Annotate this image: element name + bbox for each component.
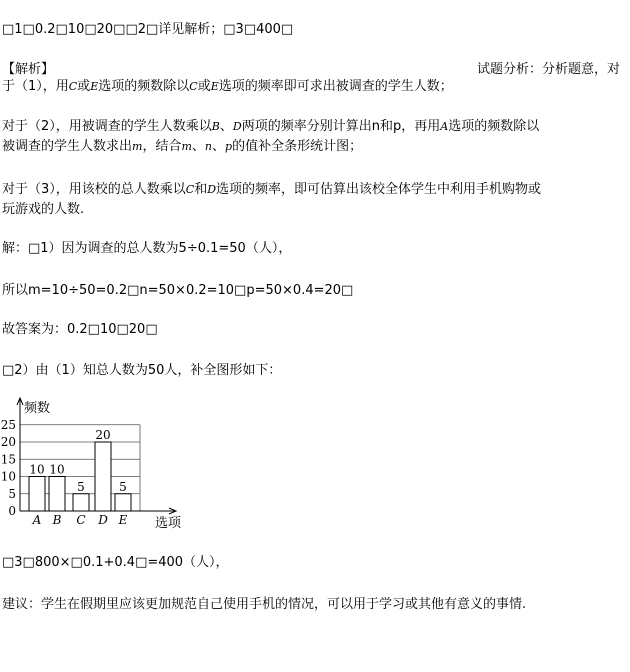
analysis-part2-line1	[2, 119, 539, 135]
text-run: 对于（3），用该校的总人数乘以	[2, 182, 186, 197]
bar	[115, 494, 131, 511]
text-run: 选项的频数除以	[98, 79, 190, 94]
y-tick-label: 0	[8, 504, 16, 518]
text-run: C	[185, 183, 195, 196]
suggestion: 建议：学生在假期里应该更加规范自己使用手机的情况，可以用于学习或其他有意义的事情.	[2, 597, 527, 612]
x-tick-label: C	[76, 513, 86, 527]
text-run: ，再用	[401, 119, 441, 134]
text-run: 、	[191, 139, 205, 154]
x-tick-label: A	[32, 513, 42, 527]
text-run: 选项的频数除以	[448, 119, 540, 134]
text-run: 或	[77, 79, 91, 94]
text-run: 和	[194, 182, 208, 197]
x-tick-label: D	[98, 513, 108, 527]
analysis-part2-line2	[2, 139, 362, 155]
x-tick-label: B	[52, 513, 62, 527]
text-run: 两项的频率分别计算出	[241, 119, 372, 134]
bar	[29, 477, 45, 512]
text-run: D	[207, 183, 217, 196]
text-run: 或	[197, 79, 211, 94]
text-run: 、	[219, 119, 233, 134]
analysis-intro: 试题分析：分析题意，对	[476, 62, 620, 77]
text-run: 、	[212, 139, 226, 154]
y-tick-label: 25	[0, 417, 16, 432]
bar-value-label: 10	[49, 462, 65, 477]
text-run: 选项的频率即可求出被调查的学生人数；	[218, 79, 453, 94]
y-tick-label: 15	[0, 452, 16, 467]
y-tick-label: 10	[0, 469, 16, 484]
answer-line: □1□0.2□10□20□□2□详见解析；□3□400□	[2, 22, 294, 37]
bar-value-label: 5	[119, 479, 127, 494]
text-run: 和	[379, 119, 393, 134]
analysis-part1	[2, 79, 453, 95]
analysis-part3-line2	[2, 202, 84, 218]
solution-step1: 解：□1）因为调查的总人数为5÷0.1=50（人），	[2, 241, 292, 256]
bar	[49, 477, 65, 512]
analysis-tag: 【解析】	[2, 62, 55, 77]
text-run: B	[211, 120, 220, 133]
text-run: E	[210, 80, 219, 93]
text-run: m	[132, 140, 143, 153]
bar-chart	[0, 393, 200, 533]
bar-value-label: 10	[29, 462, 45, 477]
text-run: ，结合	[142, 139, 182, 154]
text-run: 于（1），用	[2, 79, 69, 94]
text-run: 选项的频率，即可估算出该校全体学生中利用手机购物或	[216, 182, 542, 197]
solution-step3: □3□800×□0.1+0.4□=400（人），	[2, 555, 229, 570]
text-run: n	[371, 119, 380, 134]
y-axis-title: 频数	[24, 401, 51, 416]
text-run: p	[393, 119, 402, 134]
text-run: m	[181, 140, 192, 153]
bar	[73, 494, 89, 511]
x-axis-title: 选项	[155, 516, 182, 531]
solution-step2: □2）由（1）知总人数为50人，补全图形如下：	[2, 363, 282, 378]
solution-answer: 故答案为：0.2□10□20□	[2, 322, 158, 337]
text-run: 对于（2），用被调查的学生人数乘以	[2, 119, 212, 134]
text-run: p	[225, 140, 233, 153]
analysis-part3-line1	[2, 182, 541, 198]
text-run: D	[232, 120, 242, 133]
text-run: 的值补全条形统计图；	[232, 139, 363, 154]
text-run: C	[68, 80, 78, 93]
text-run: C	[189, 80, 198, 93]
y-tick-label: 20	[0, 435, 16, 449]
x-tick-label: E	[118, 513, 128, 527]
solution-values: 所以m=10÷50=0.2□n=50×0.2=10□p=50×0.4=20□	[2, 283, 354, 298]
y-tick-label: 5	[8, 486, 16, 501]
text-run: n	[204, 140, 213, 153]
text-run: 玩游戏的人数.	[2, 202, 85, 217]
bar-value-label: 20	[95, 428, 111, 442]
text-run: A	[440, 120, 449, 133]
text-run: E	[90, 80, 99, 93]
text-run: 被调查的学生人数求出	[2, 139, 133, 154]
bar	[95, 442, 111, 511]
bar-value-label: 5	[77, 479, 85, 494]
